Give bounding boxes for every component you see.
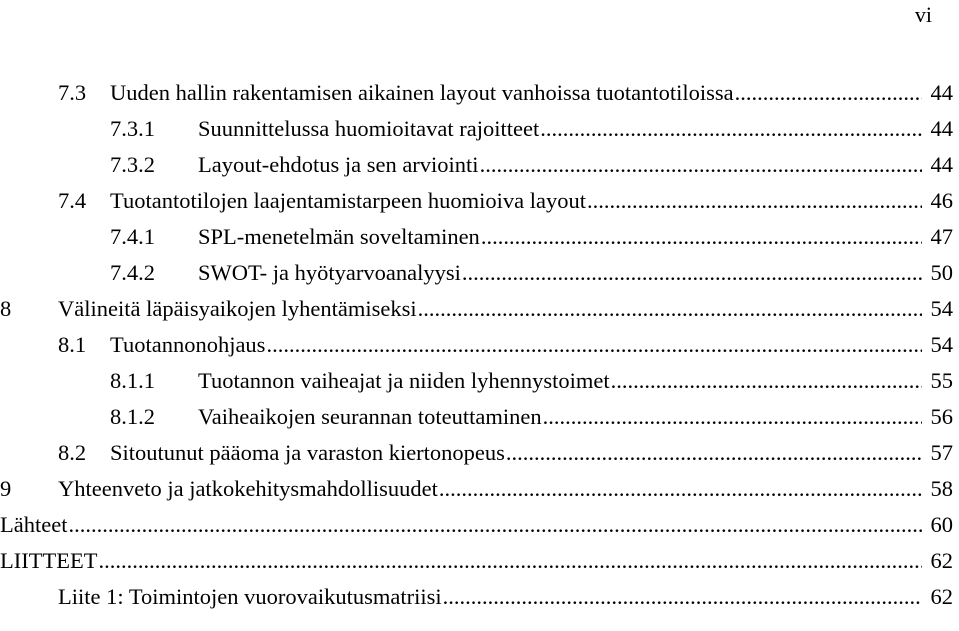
toc-entry-number: 8.1.1: [110, 368, 155, 393]
dot-leader: [481, 219, 922, 255]
toc-entry-title: Liite 1: Toimintojen vuorovaikutusmatriisi: [58, 584, 442, 609]
toc-entry-page: 58: [930, 476, 953, 501]
toc-entry-page: 44: [930, 80, 953, 105]
toc-entry[interactable]: [0, 147, 959, 183]
dot-leader: [68, 507, 922, 543]
dot-leader: [439, 471, 922, 507]
toc-entry-number: 7.4.2: [110, 260, 155, 285]
toc-entry[interactable]: [0, 255, 959, 291]
toc-entry-title: Tuotantotilojen laajentamistarpeen huomioiva layout: [110, 188, 586, 213]
toc-entry-page: 56: [930, 404, 953, 429]
toc-entry-title: Lähteet: [0, 512, 68, 537]
dot-leader: [98, 543, 922, 579]
toc-entry-page: 44: [930, 152, 953, 177]
dot-leader: [506, 435, 922, 471]
toc-entry[interactable]: [0, 507, 959, 543]
toc-entry-page: 50: [930, 260, 953, 285]
toc-entry[interactable]: [0, 327, 959, 363]
toc-entry-title: Välineitä läpäisyaikojen lyhentämiseksi: [58, 296, 417, 321]
toc-entry-number: 7.4.1: [110, 224, 155, 249]
dot-leader: [266, 327, 922, 363]
dot-leader: [480, 147, 922, 183]
dot-leader: [418, 291, 922, 327]
page-number: vi: [914, 2, 932, 27]
toc-entry-page: 47: [930, 224, 953, 249]
toc-entry-title: SPL-menetelmän soveltaminen: [198, 224, 480, 249]
toc-entry[interactable]: [0, 435, 959, 471]
toc-entry[interactable]: [0, 183, 959, 219]
toc-entry[interactable]: [0, 471, 959, 507]
toc-entry-page: 57: [930, 440, 953, 465]
toc-entry-page: 46: [930, 188, 953, 213]
toc-entry-title: Layout-ehdotus ja sen arviointi: [198, 152, 479, 177]
dot-leader: [443, 579, 922, 615]
toc-entry-page: 62: [930, 584, 953, 609]
toc-entry-number: 7.3.1: [110, 116, 155, 141]
dot-leader: [735, 75, 922, 111]
toc-entry-page: 54: [930, 332, 953, 357]
toc-entry-page: 62: [930, 548, 953, 573]
toc-entry[interactable]: [0, 363, 959, 399]
toc-entry-title: Vaiheaikojen seurannan toteuttaminen: [198, 404, 542, 429]
toc-entry-title: Suunnittelussa huomioitavat rajoitteet: [198, 116, 540, 141]
toc-entry-number: 8: [0, 296, 12, 321]
toc-entry[interactable]: [0, 579, 959, 615]
toc-entry[interactable]: [0, 399, 959, 435]
toc-entry-number: 7.4: [58, 188, 87, 213]
toc-entry-title: Tuotannonohjaus: [110, 332, 266, 357]
dot-leader: [587, 183, 922, 219]
toc-entry-page: 55: [930, 368, 953, 393]
toc-entry-title: Sitoutunut pääoma ja varaston kiertonopeus: [110, 440, 505, 465]
toc-entry[interactable]: [0, 75, 959, 111]
toc-entry-page: 44: [930, 116, 953, 141]
toc-entry-page: 54: [930, 296, 953, 321]
toc-entry-title: Uuden hallin rakentamisen aikainen layout vanhoissa tuotantotiloissa: [110, 80, 734, 105]
dot-leader: [462, 255, 922, 291]
dot-leader: [611, 363, 922, 399]
toc-entry[interactable]: [0, 219, 959, 255]
toc-entry-page: 60: [930, 512, 953, 537]
toc-entry-title: Tuotannon vaiheajat ja niiden lyhennystoimet: [198, 368, 610, 393]
toc-entry[interactable]: [0, 543, 959, 579]
toc-entry-title: SWOT- ja hyötyarvoanalyysi: [198, 260, 461, 285]
dot-leader: [543, 399, 922, 435]
toc-entry-title: LIITTEET: [0, 548, 98, 573]
toc-entry-number: 8.2: [58, 440, 87, 465]
toc-entry-number: 8.1.2: [110, 404, 155, 429]
toc-entry[interactable]: [0, 291, 959, 327]
toc-entry-number: 7.3.2: [110, 152, 155, 177]
toc-entry-number: 9: [0, 476, 12, 501]
toc-entry-title: Yhteenveto ja jatkokehitysmahdollisuudet: [58, 476, 438, 501]
toc-entry-number: 7.3: [58, 80, 87, 105]
dot-leader: [540, 111, 922, 147]
toc-entry-number: 8.1: [58, 332, 87, 357]
toc-entry[interactable]: [0, 111, 959, 147]
